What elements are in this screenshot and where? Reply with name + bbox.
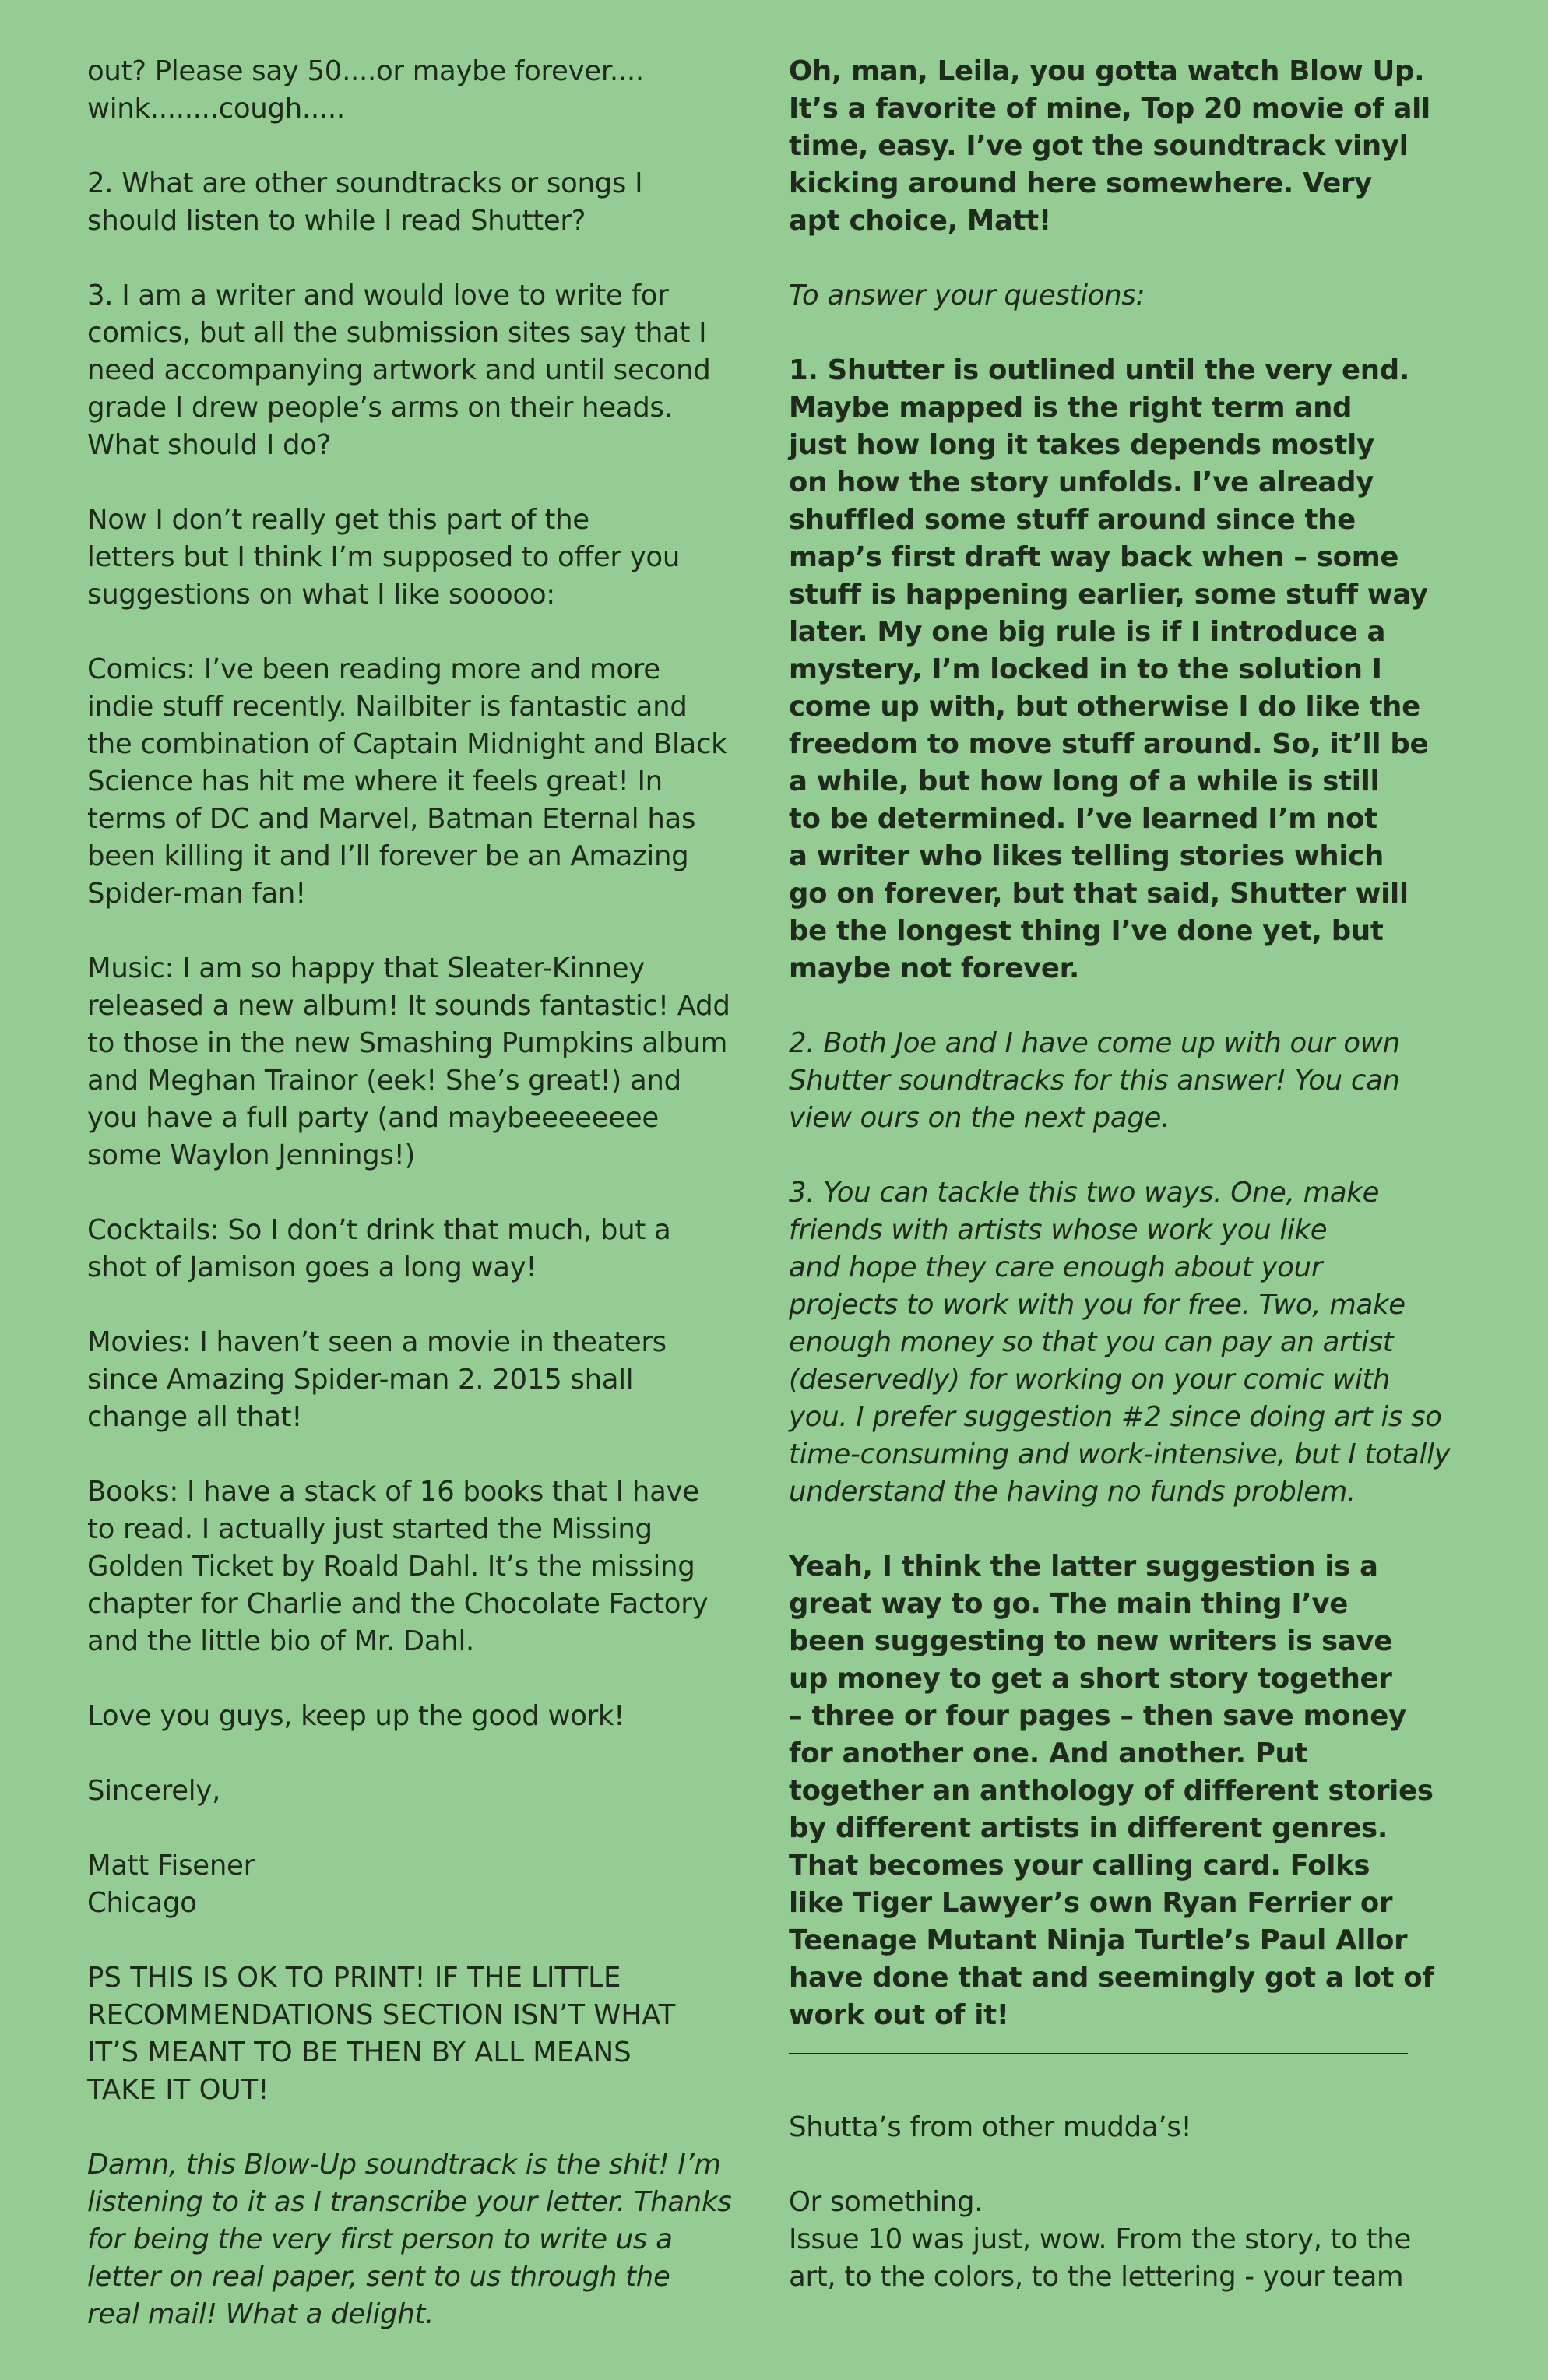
letter-line-cont: out? Please say 50....or maybe forever.... wink........cough..... — [87, 55, 644, 125]
left-column — [87, 53, 772, 2333]
letter-question-3: 3. I am a writer and would love to write for comics, but all the submission sites say that I need accompanying artwork and until second grade I drew people’s arms on their heads. What should I do? — [87, 280, 711, 461]
letter-cocktails: Cocktails: So I don’t drink that much, but a shot of Jamison goes a long way! — [87, 1214, 671, 1283]
letter-comics: Comics: I’ve been reading more and more indie stuff recently. Nailbiter is fantastic and the combination of Captain Midnight and Black Science has hit me where it feels great! In terms of DC and Marvel, Batman Eternal has been killing it and I’ll forever be an Amazing Spider-man fan! — [87, 653, 727, 910]
letter-suggestions-intro: Now I don’t really get this part of the letters but I think I’m supposed to offer you suggestions on what I like sooooo: — [87, 504, 681, 611]
letter-books: Books: I have a stack of 16 books that I have to read. I actually just started the Missing Golden Ticket by Roald Dahl. It’s the missing chapter for Charlie and the Chocolate Factory and the little bio of Mr. Dahl. — [87, 1476, 709, 1657]
section-divider — [789, 2053, 1408, 2054]
reply-intro: Damn, this Blow-Up soundtrack is the shit! I’m listening to it as I transcribe your letter. Thanks for being the very first person to write us a letter on real paper, sent to us through the real mail! What a delight. — [87, 2149, 732, 2330]
reply-answer-2: 2. Both Joe and I have come up with our own Shutter soundtracks for this answer! You can view ours on the next page. — [789, 1027, 1400, 1134]
reply-questions-intro: To answer your questions: — [789, 280, 1145, 312]
letter-question-2: 2. What are other soundtracks or songs I should listen to while I read Shutter? — [87, 167, 643, 237]
letter-closing: Love you guys, keep up the good work! — [87, 1700, 625, 1732]
reply-answer-1: 1. Shutter is outlined until the very end. Maybe mapped is the right term and just how long it takes depends mostly on how the story unfolds. I’ve already shuffled some stuff around since the map’s first draft way back when – some stuff is happening earlier, some stuff way later. My one big rule is if I introduce a mystery, I’m locked in to the solution I come up with, but otherwise I do like the freedom to move stuff around. So, it’ll be a while, but how long of a while is still to be determined. I’ve learned I’m not a writer who likes telling stories which go on forever, but that said, Shutter will be the longest thing I’ve done yet, but maybe not forever. — [789, 354, 1429, 984]
letter-sincerely: Sincerely, — [87, 1775, 221, 1807]
letter-music: Music: I am so happy that Sleater-Kinney released a new album! It sounds fantastic! Add to those in the new Smashing Pumpkins album and Meghan Trainor (eek! She’s great!) and you have a full party (and maybeeeeeeee some Waylon Jennings!) — [87, 952, 730, 1171]
letter-signature: Matt Fisener Chicago — [87, 1850, 255, 1919]
next-letter-body: Or something. Issue 10 was just, wow. From the story, to the art, to the colors, to the lettering - your team — [789, 2186, 1412, 2293]
reply-answer-3: 3. You can tackle this two ways. One, make friends with artists whose work you like and hope they care enough about your projects to work with you for free. Two, make enough money so that you can pay an artist (deservedly) for working on your comic with you. I prefer suggestion #2 since doing art is so time-consuming and work-intensive, but I totally understand the having no funds problem. — [789, 1177, 1451, 1508]
letter-movies: Movies: I haven’t seen a movie in theaters since Amazing Spider-man 2. 2015 shall change all that! — [87, 1326, 667, 1433]
next-letter-greeting: Shutta’s from other mudda’s! — [789, 2111, 1192, 2143]
reply-blow-up: Oh, man, Leila, you gotta watch Blow Up. It’s a favorite of mine, Top 20 movie of all time, easy. I’ve got the soundtrack vinyl kicking around here somewhere. Very apt choice, Matt! — [789, 55, 1430, 237]
right-column — [789, 53, 1474, 2296]
reply-latter-suggestion: Yeah, I think the latter suggestion is a great way to go. The main thing I’ve been suggesting to new writers is save up money to get a short story together – three or four pages – then save money for another one. And another. Put together an anthology of different stories by different artists in different genres. That becomes your calling card. Folks like Tiger Lawyer’s own Ryan Ferrier or Teenage Mutant Ninja Turtle’s Paul Allor have done that and seemingly got a lot of work out of it! — [789, 1551, 1434, 2031]
letter-postscript: PS THIS IS OK TO PRINT! IF THE LITTLE RECOMMENDATIONS SECTION ISN’T WHAT IT’S MEANT TO BE THEN BY ALL MEANS TAKE IT OUT! — [87, 1962, 676, 2106]
